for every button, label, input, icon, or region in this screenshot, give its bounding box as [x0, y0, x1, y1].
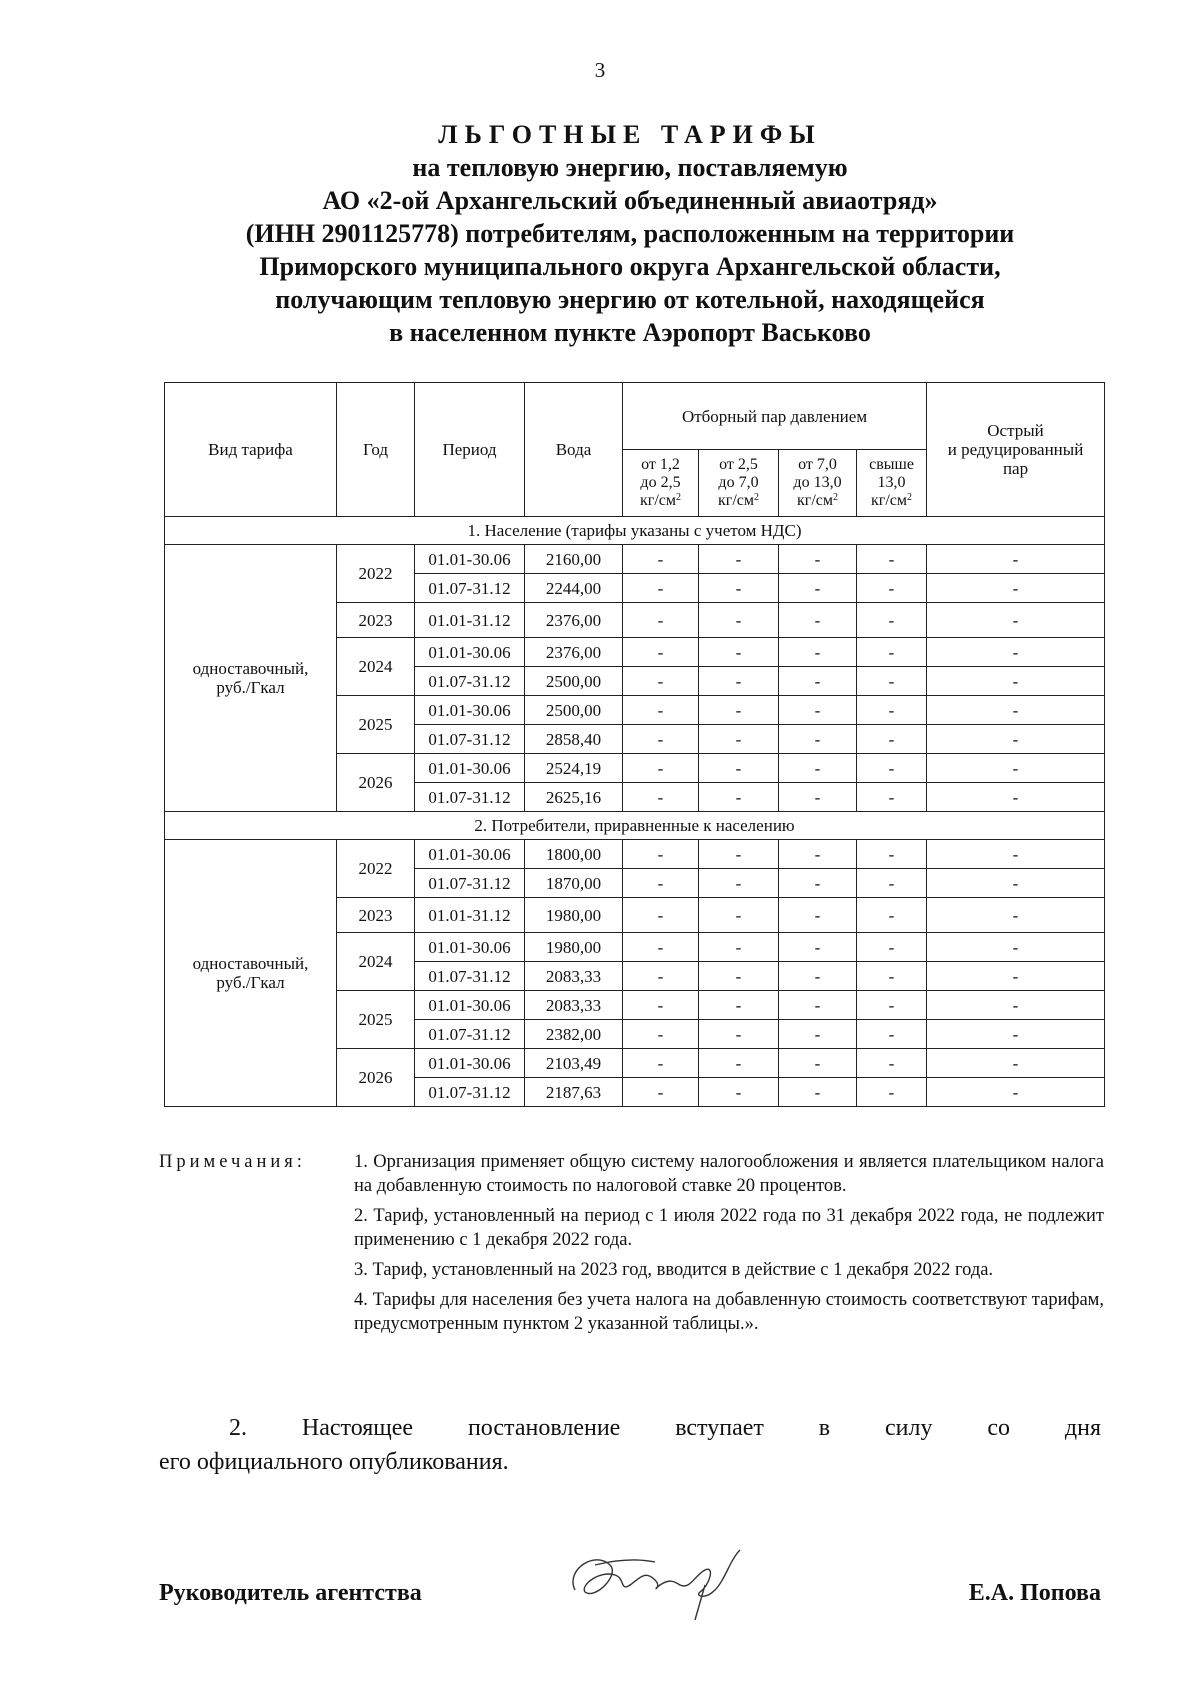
header-sharp-steam: [927, 383, 1105, 517]
header-steam-unit: [625, 492, 696, 510]
note-item: 4. Тарифы для населения без учета налога на добавленную стоимость соответствуют тарифам, предусмотренным пунктом 2 указанной таблицы.».: [354, 1290, 1104, 1334]
dash-cell: -: [927, 869, 1105, 898]
dash-cell: -: [623, 962, 699, 991]
dash-cell: -: [857, 1049, 927, 1078]
header-steam-text: до 7,0: [718, 474, 759, 491]
dash-cell: -: [699, 1020, 779, 1049]
paragraph-line: его официального опубликования.: [159, 1449, 509, 1475]
header-steam-unit: [701, 492, 776, 510]
dash-cell: -: [699, 933, 779, 962]
dash-cell: -: [927, 840, 1105, 869]
dash-cell: -: [779, 545, 857, 574]
water-tariff-cell: 2858,40: [525, 725, 623, 754]
period-cell: 01.07-31.12: [415, 962, 525, 991]
page-number: 3: [594, 58, 606, 82]
dash-cell: -: [927, 725, 1105, 754]
water-tariff-cell: 2103,49: [525, 1049, 623, 1078]
tariff-table-body: [165, 517, 1105, 1107]
dash-cell: -: [623, 1078, 699, 1107]
year-cell: 2026: [337, 754, 415, 812]
dash-cell: -: [779, 783, 857, 812]
period-cell: 01.01-30.06: [415, 638, 525, 667]
dash-cell: -: [857, 754, 927, 783]
water-tariff-cell: 2160,00: [525, 545, 623, 574]
dash-cell: -: [779, 1020, 857, 1049]
dash-cell: -: [857, 574, 927, 603]
tariff-kind-line: одноставочный,: [192, 659, 309, 678]
header-steam-text: до 2,5: [640, 474, 681, 491]
header-steam-text: от 1,2: [641, 456, 680, 473]
dash-cell: -: [623, 545, 699, 574]
unit-sup: 2: [907, 492, 913, 503]
header-steam-group: Отборный пар давлением: [623, 383, 927, 450]
dash-cell: -: [779, 574, 857, 603]
dash-cell: -: [857, 783, 927, 812]
title-main: ЛЬГОТНЫЕ ТАРИФЫ: [438, 120, 822, 149]
dash-cell: -: [927, 1020, 1105, 1049]
water-tariff-cell: 2500,00: [525, 696, 623, 725]
dash-cell: -: [699, 545, 779, 574]
year-cell: 2023: [337, 603, 415, 638]
dash-cell: -: [857, 638, 927, 667]
dash-cell: -: [623, 696, 699, 725]
title-line: в населенном пункте Аэропорт Васьково: [389, 318, 871, 347]
header-steam-text: от 7,0: [798, 456, 837, 473]
dash-cell: -: [779, 696, 857, 725]
header-steam-3: [779, 450, 857, 517]
period-cell: 01.07-31.12: [415, 869, 525, 898]
year-cell: 2024: [337, 933, 415, 991]
water-tariff-cell: 1870,00: [525, 869, 623, 898]
unit-sup: 2: [833, 492, 838, 503]
year-cell: 2022: [337, 840, 415, 898]
period-cell: 01.01-30.06: [415, 1049, 525, 1078]
dash-cell: -: [857, 898, 927, 933]
dash-cell: -: [699, 638, 779, 667]
dash-cell: -: [623, 603, 699, 638]
period-cell: 01.07-31.12: [415, 1020, 525, 1049]
period-cell: 01.07-31.12: [415, 1078, 525, 1107]
dash-cell: -: [779, 754, 857, 783]
dash-cell: -: [699, 898, 779, 933]
header-steam-unit: [859, 492, 924, 510]
period-cell: 01.01-31.12: [415, 898, 525, 933]
header-steam-unit: [781, 492, 854, 510]
water-tariff-cell: 2187,63: [525, 1078, 623, 1107]
title-line: на тепловую энергию, поставляемую: [412, 153, 848, 182]
period-cell: 01.01-30.06: [415, 991, 525, 1020]
handwritten-signature: [555, 1530, 755, 1630]
dash-cell: -: [927, 962, 1105, 991]
title-line: (ИНН 2901125778) потребителям, расположенным на территории: [245, 219, 1015, 248]
period-cell: 01.07-31.12: [415, 667, 525, 696]
header-sharp-line: и редуцированный: [947, 440, 1084, 459]
dash-cell: -: [699, 667, 779, 696]
water-tariff-cell: 2382,00: [525, 1020, 623, 1049]
dash-cell: -: [623, 840, 699, 869]
dash-cell: -: [927, 696, 1105, 725]
dash-cell: -: [623, 933, 699, 962]
header-kind: Вид тарифа: [165, 383, 337, 517]
unit-text: кг/см: [717, 492, 754, 509]
section-title: 2. Потребители, приравненные к населению: [165, 812, 1105, 840]
dash-cell: -: [779, 667, 857, 696]
dash-cell: -: [927, 933, 1105, 962]
note-item: 1. Организация применяет общую систему налогообложения и является плательщиком налога на добавленную стоимость по налоговой ставке 20 процентов.: [354, 1152, 1104, 1196]
unit-text: кг/см: [871, 492, 908, 509]
dash-cell: -: [699, 603, 779, 638]
dash-cell: -: [857, 962, 927, 991]
period-cell: 01.07-31.12: [415, 725, 525, 754]
dash-cell: -: [927, 574, 1105, 603]
dash-cell: -: [927, 1078, 1105, 1107]
year-cell: 2024: [337, 638, 415, 696]
header-steam-text: свыше: [869, 456, 914, 473]
water-tariff-cell: 2376,00: [525, 603, 623, 638]
dash-cell: -: [927, 991, 1105, 1020]
dash-cell: -: [779, 933, 857, 962]
dash-cell: -: [623, 638, 699, 667]
header-steam-text: до 13,0: [793, 474, 842, 491]
dash-cell: -: [927, 783, 1105, 812]
period-cell: 01.01-30.06: [415, 933, 525, 962]
header-steam-2: [699, 450, 779, 517]
header-water: Вода: [525, 383, 623, 517]
header-steam-4: [857, 450, 927, 517]
dash-cell: -: [623, 754, 699, 783]
dash-cell: -: [699, 962, 779, 991]
dash-cell: -: [779, 869, 857, 898]
year-cell: 2025: [337, 696, 415, 754]
dash-cell: -: [779, 603, 857, 638]
header-sharp-line: Острый: [987, 421, 1044, 440]
tariff-kind-line: руб./Гкал: [216, 678, 285, 697]
header-period: Период: [415, 383, 525, 517]
water-tariff-cell: 2625,16: [525, 783, 623, 812]
dash-cell: -: [699, 725, 779, 754]
dash-cell: -: [623, 667, 699, 696]
signatory-name: Е.А. Попова: [968, 1580, 1101, 1606]
signatory-position: Руководитель агентства: [159, 1580, 422, 1606]
table-row: [165, 840, 1105, 869]
dash-cell: -: [623, 991, 699, 1020]
period-cell: 01.01-30.06: [415, 754, 525, 783]
header-steam-text: 13,0: [877, 474, 906, 491]
year-cell: 2023: [337, 898, 415, 933]
dash-cell: -: [699, 754, 779, 783]
water-tariff-cell: 2244,00: [525, 574, 623, 603]
dash-cell: -: [699, 574, 779, 603]
header-sharp-line: пар: [1002, 459, 1029, 478]
period-cell: 01.01-30.06: [415, 545, 525, 574]
water-tariff-cell: 1800,00: [525, 840, 623, 869]
dash-cell: -: [623, 574, 699, 603]
dash-cell: -: [857, 696, 927, 725]
title-line: Приморского муниципального округа Архангельской области,: [259, 252, 1001, 281]
dash-cell: -: [623, 783, 699, 812]
dash-cell: -: [927, 898, 1105, 933]
period-cell: 01.07-31.12: [415, 783, 525, 812]
header-steam-text: от 2,5: [719, 456, 758, 473]
dash-cell: -: [699, 783, 779, 812]
tariff-kind: [165, 840, 337, 1107]
dash-cell: -: [699, 1049, 779, 1078]
dash-cell: -: [857, 991, 927, 1020]
note-item: 3. Тариф, установленный на 2023 год, вводится в действие с 1 декабря 2022 года.: [354, 1260, 994, 1280]
dash-cell: -: [857, 1020, 927, 1049]
dash-cell: -: [779, 898, 857, 933]
year-cell: 2026: [337, 1049, 415, 1107]
dash-cell: -: [779, 725, 857, 754]
period-cell: 01.07-31.12: [415, 574, 525, 603]
section-title: 1. Население (тарифы указаны с учетом НДС): [165, 517, 1105, 545]
water-tariff-cell: 2083,33: [525, 962, 623, 991]
header-steam-1: [623, 450, 699, 517]
dash-cell: -: [927, 1049, 1105, 1078]
dash-cell: -: [623, 869, 699, 898]
dash-cell: -: [857, 933, 927, 962]
water-tariff-cell: 1980,00: [525, 898, 623, 933]
period-cell: 01.01-30.06: [415, 840, 525, 869]
dash-cell: -: [927, 754, 1105, 783]
water-tariff-cell: 2376,00: [525, 638, 623, 667]
unit-text: кг/см: [639, 492, 676, 509]
title-line: АО «2-ой Архангельский объединенный авиаотряд»: [322, 186, 938, 215]
unit-sup: 2: [754, 492, 759, 503]
dash-cell: -: [857, 603, 927, 638]
dash-cell: -: [779, 840, 857, 869]
tariff-table: [164, 382, 1105, 1107]
dash-cell: -: [623, 1020, 699, 1049]
dash-cell: -: [857, 545, 927, 574]
dash-cell: -: [857, 840, 927, 869]
dash-cell: -: [699, 869, 779, 898]
final-paragraph: [159, 1411, 1101, 1479]
notes-list: [354, 1150, 1104, 1342]
dash-cell: -: [699, 991, 779, 1020]
dash-cell: -: [857, 725, 927, 754]
period-cell: 01.01-30.06: [415, 696, 525, 725]
dash-cell: -: [699, 696, 779, 725]
period-cell: 01.01-31.12: [415, 603, 525, 638]
paragraph-line: 2. Настоящее постановление вступает в силу со дня: [229, 1415, 1101, 1441]
water-tariff-cell: 1980,00: [525, 933, 623, 962]
tariff-kind-line: руб./Гкал: [216, 973, 285, 992]
unit-text: кг/см: [796, 492, 833, 509]
document-title: [150, 118, 1110, 349]
water-tariff-cell: 2524,19: [525, 754, 623, 783]
dash-cell: -: [779, 1049, 857, 1078]
dash-cell: -: [927, 638, 1105, 667]
dash-cell: -: [699, 840, 779, 869]
tariff-kind-line: одноставочный,: [192, 954, 309, 973]
dash-cell: -: [779, 638, 857, 667]
dash-cell: -: [857, 869, 927, 898]
dash-cell: -: [927, 603, 1105, 638]
header-year: Год: [337, 383, 415, 517]
note-item: 2. Тариф, установленный на период с 1 июля 2022 года по 31 декабря 2022 года, не подлежит применению с 1 декабря 2022 года.: [354, 1206, 1104, 1250]
dash-cell: -: [857, 667, 927, 696]
water-tariff-cell: 2083,33: [525, 991, 623, 1020]
title-line: получающим тепловую энергию от котельной, находящейся: [275, 285, 985, 314]
tariff-kind: [165, 545, 337, 812]
dash-cell: -: [623, 1049, 699, 1078]
year-cell: 2022: [337, 545, 415, 603]
dash-cell: -: [699, 1078, 779, 1107]
dash-cell: -: [779, 1078, 857, 1107]
dash-cell: -: [623, 898, 699, 933]
dash-cell: -: [927, 667, 1105, 696]
dash-cell: -: [623, 725, 699, 754]
dash-cell: -: [779, 991, 857, 1020]
year-cell: 2025: [337, 991, 415, 1049]
unit-sup: 2: [676, 492, 681, 503]
table-row: [165, 545, 1105, 574]
water-tariff-cell: 2500,00: [525, 667, 623, 696]
dash-cell: -: [779, 962, 857, 991]
dash-cell: -: [927, 545, 1105, 574]
dash-cell: -: [857, 1078, 927, 1107]
notes-label: Примечания:: [159, 1152, 306, 1172]
